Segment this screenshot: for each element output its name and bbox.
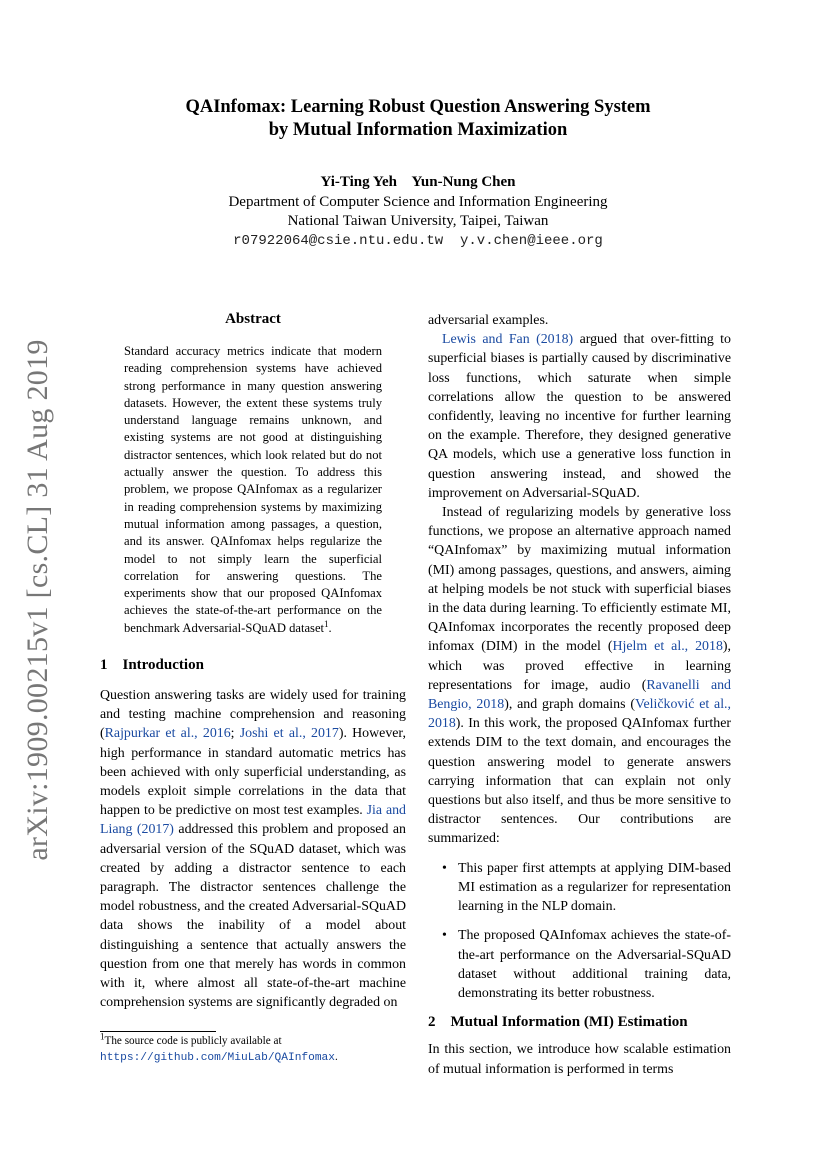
citation-velickovic[interactable]: Veličković et al., 2018 <box>428 697 732 732</box>
citation-ravanelli[interactable]: Ravanelli and Bengio, 2018 <box>428 677 731 713</box>
title-line-2: by Mutual Information Maximization <box>268 120 568 140</box>
section2-text: In this section, we introduce how scalable estimation of mutual information is performed in terms <box>428 1042 731 1077</box>
paragraph-lewis <box>428 330 731 503</box>
intro-paragraph <box>100 686 406 1012</box>
citation-hjelm[interactable]: Hjelm et al., 2018 <box>612 639 723 655</box>
intro-text-b: ). However, high performance in standard automatic metrics has been achieved with only superficial understanding, as models exploit simple correlations in the data that happen to be predictive on most test examples. <box>100 726 406 819</box>
abstract-end: . <box>328 620 332 635</box>
footnote-rule <box>100 1031 216 1032</box>
citation-separator: ; <box>230 726 240 742</box>
citation-joshi[interactable]: Joshi et al., 2017 <box>239 726 339 742</box>
arxiv-identifier: arXiv:1909.00215v1 [cs.CL] 31 Aug 2019 <box>21 339 54 861</box>
citation-lewis[interactable]: Lewis and Fan <box>442 332 530 348</box>
footnote <box>100 1031 406 1066</box>
abstract-text <box>124 343 382 637</box>
abstract-body: Standard accuracy metrics indicate that modern reading comprehension systems have achieved strong performance in many question answering datasets. However, the extent these systems truly understand language remains unknown, and existing systems are not good at distinguishing distractor sentences, which look related but do not actually answer the question. To address this problem, we propose QAInfomax as a regularizer in reading comprehension systems by maximizing mutual information among passages, a question, and its answer. QAInfomax helps regularize the model to not simply learn the superficial correlation for answering questions. The experiments show that our proposed QAInfomax achieves the state-of-the-art performance on the benchmark Adversarial-SQuAD dataset <box>124 344 382 635</box>
arxiv-sidebar <box>14 340 62 860</box>
authors: Yi-Ting Yeh Yun-Nung Chen <box>320 174 516 190</box>
continued-text: adversarial examples. <box>428 313 549 328</box>
footnote-number: 1 <box>100 1031 105 1042</box>
citation-jia[interactable]: Jia and Liang <box>100 803 406 838</box>
intro-text-c: addressed this problem and proposed an adversarial version of the SQuAD dataset, which was created by adding a distractor sentence to each paragraph. The distractor sentences challenge the model robustness, and the created Adversarial-SQuAD data shows the inability of a model about distinguishing a sentence that actually answers the question from one that merely has words in common with it, where almost all state-of-the-art machine comprehension systems are significantly degraded on <box>100 822 406 1011</box>
section-heading-introduction: 1 Introduction <box>100 657 204 673</box>
footnote-end: . <box>334 1050 338 1063</box>
affiliation-line-2: National Taiwan University, Taipei, Taiwan <box>287 213 549 229</box>
author-emails: r07922064@csie.ntu.edu.tw y.v.chen@ieee.org <box>233 233 603 249</box>
affiliation-line-1: Department of Computer Science and Information Engineering <box>228 194 608 210</box>
contribution-item: • This paper first attempts at applying DIM-based MI estimation as a regularizer for representation learning in the NLP domain. <box>428 859 731 917</box>
section-heading-mi-estimation: 2 Mutual Information (MI) Estimation <box>428 1014 688 1031</box>
paper-title <box>100 96 736 142</box>
intro-column <box>100 686 406 1012</box>
intro-text-a: Question answering tasks are widely used for training and testing machine comprehension and reasoning ( <box>100 688 406 742</box>
qainfomax-text-b: ), which was proved effective in learning representations for image, audio ( <box>428 639 731 693</box>
contribution-item: • The proposed QAInfomax achieves the state-of-the-art performance on the Adversarial-SQuAD dataset without additional training data, demonstrating its better robustness. <box>428 926 731 1003</box>
qainfomax-text-c: ), and graph domains ( <box>504 697 635 713</box>
title-line-1: QAInfomax: Learning Robust Question Answering System <box>185 97 651 117</box>
abstract-heading: Abstract <box>225 311 281 327</box>
citation-lewis-year[interactable]: (2018) <box>536 332 574 348</box>
citation-rajpurkar[interactable]: Rajpurkar et al., 2016 <box>104 726 231 742</box>
lewis-text: argued that over-fitting to superficial biases is partially caused by discriminative loss functions, which saturate when simple correlations allow the question to be answered confidently, leaving no incentive for further learning on the example. Therefore, they designed generative QA models, which use a generative loss function in question answering instead, and showed the improvement on Adversarial-SQuAD. <box>428 332 731 501</box>
footnote-mark[interactable]: 1 <box>324 618 329 629</box>
right-column <box>428 311 731 1079</box>
footnote-url-link[interactable]: https://github.com/MiuLab/QAInfomax <box>100 1051 335 1064</box>
paragraph-qainfomax <box>428 503 731 849</box>
contributions-list <box>428 859 731 1003</box>
citation-jia-year[interactable]: (2017) <box>136 822 174 838</box>
qainfomax-text-a: Instead of regularizing models by generative loss functions, we propose an alternative approach named “QAInfomax” by maximizing mutual information (MI) among passages, questions, and answers, aiming at helping models be not stuck with superficial biases in the data during learning. To efficiently estimate MI, QAInfomax incorporates the recently proposed deep infomax (DIM) in the model ( <box>428 505 731 655</box>
qainfomax-text-d: ). In this work, the proposed QAInfomax further extends DIM to the text domain, and encourages the question answering model to generate answers carrying information that can explain not only questions but also itself, and thus be more sensitive to distractor sentences. Our contributions are summarized: <box>428 716 731 847</box>
footnote-text: The source code is publicly available at <box>104 1035 282 1047</box>
